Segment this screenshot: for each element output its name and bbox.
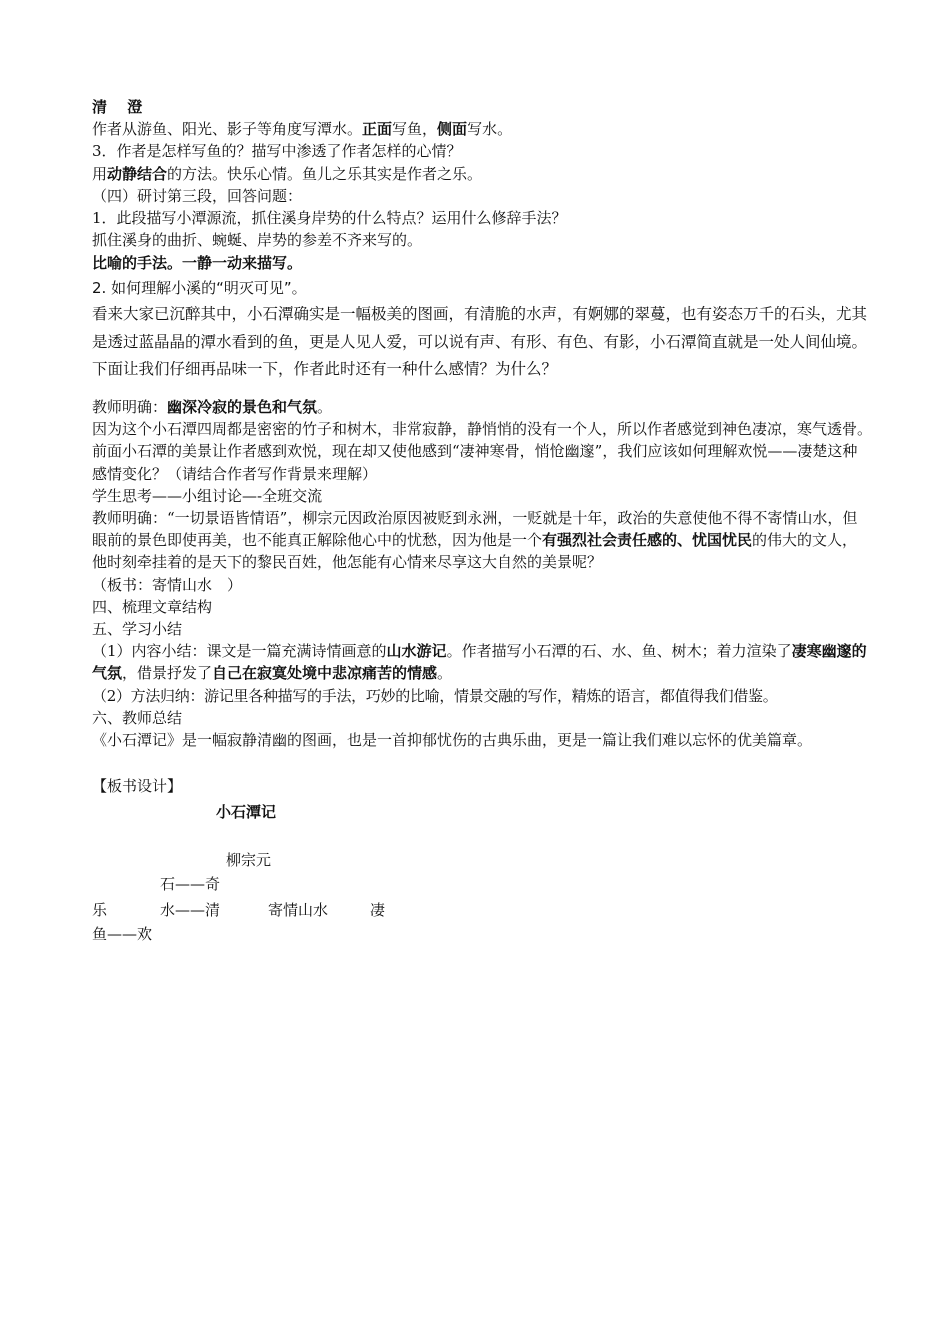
section-4-structure: 四、梳理文章结构 bbox=[92, 597, 213, 616]
method-summary: （2）方法归纳：游记里各种描写的手法，巧妙的比喻，情景交融的写作，精炼的语言，都值得我们借鉴。 bbox=[92, 686, 778, 705]
document-page bbox=[92, 96, 872, 957]
paragraph-bamboo: 因为这个小石潭四周都是密密的竹子和树木，非常寂静，静悄悄的没有一个人，所以作者感觉到神色凄凉，寒气透骨。 bbox=[92, 420, 873, 439]
board-theme: 寄情山水 bbox=[268, 901, 329, 920]
section-5-summary: 五、学习小结 bbox=[92, 619, 183, 638]
board-cold: 凄 bbox=[370, 901, 386, 920]
student-discussion: 学生思考——小组讨论—-全班交流 bbox=[92, 486, 323, 505]
answer-1-bold: 比喻的手法。一静一动来描写。 bbox=[92, 254, 303, 273]
answer-3: 用动静结合的方法。快乐心情。鱼儿之乐其实是作者之乐。 bbox=[92, 164, 483, 183]
board-author: 柳宗元 bbox=[226, 851, 272, 870]
board-stone: 石——奇 bbox=[160, 875, 221, 894]
paragraph-emotion-change: 前面小石潭的美景让作者感到欢悦，现在却又使他感到“凄神寒骨，悄怆幽邃”，我们应该如何理解欢悦——凄楚这种感情变化？（请结合作者写作背景来理解） bbox=[92, 442, 858, 483]
section-4-heading: （四）研讨第三段，回答问题： bbox=[92, 186, 303, 205]
teacher-clarify-2: 教师明确：“一切景语皆情语”，柳宗元因政治原因被贬到永洲，一贬就是十年，政治的失意使他不得不寄情山水，但眼前的景色即使再美，也不能真正解除他心中的忧愁，因为他是一个有强烈社会责任感的、忧国忧民的伟大的文人，他时刻牵挂着的是天下的黎民百姓，他怎能有心情来尽享这大自然的美景呢？ bbox=[92, 508, 858, 572]
board-fish: 鱼——欢 bbox=[92, 925, 153, 944]
spacer bbox=[92, 751, 872, 775]
closing-paragraph: 《小石潭记》是一幅寂静清幽的图画，也是一首抑郁忧伤的古典乐曲，更是一篇让我们难以忘怀的优美篇章。 bbox=[92, 730, 813, 749]
spacer bbox=[92, 384, 872, 396]
paragraph-immersed: 看来大家已沉醉其中，小石潭确实是一幅极美的图画，有清脆的水声，有婀娜的翠蔓，也有姿态万千的石头，尤其是透过蓝晶晶的潭水看到的鱼，更是人见人爱，可以说有声、有形、有色、有影，小石潭简直就是一处人间仙境。下面让我们仔细再品味一下，作者此时还有一种什么感情？为什么？ bbox=[92, 305, 868, 379]
board-water: 水——清 bbox=[160, 901, 221, 920]
teacher-clarify-1: 教师明确：幽深冷寂的景色和气氛。 bbox=[92, 397, 333, 416]
question-3: 3．作者是怎样写鱼的？描写中渗透了作者怎样的心情？ bbox=[92, 142, 462, 161]
board-design bbox=[92, 797, 872, 957]
section-6-teacher-summary: 六、教师总结 bbox=[92, 708, 183, 727]
question-1: 1．此段描写小潭源流，抓住溪身岸势的什么特点？运用什么修辞手法？ bbox=[92, 209, 567, 228]
board-title: 小石潭记 bbox=[216, 803, 277, 822]
answer-1: 抓住溪身的曲折、蜿蜒、岸势的参差不齐来写的。 bbox=[92, 231, 423, 250]
heading-qingcheng: 清 澄 bbox=[92, 98, 143, 116]
text-line: 作者从游鱼、阳光、影子等角度写潭水。正面写鱼，侧面写水。 bbox=[92, 120, 513, 139]
content-summary: （1）内容小结：课文是一篇充满诗情画意的山水游记。作者描写小石潭的石、水、鱼、树木；着力渲染了凄寒幽邃的气氛，借景抒发了自己在寂寞处境中悲凉痛苦的情感。 bbox=[92, 642, 867, 683]
board-note: （板书：寄情山水 ） bbox=[92, 575, 243, 594]
board-joy: 乐 bbox=[92, 901, 108, 920]
question-2: 2. 如何理解小溪的“明灭可见”。 bbox=[92, 279, 307, 298]
board-design-heading: 【板书设计】 bbox=[92, 777, 183, 796]
